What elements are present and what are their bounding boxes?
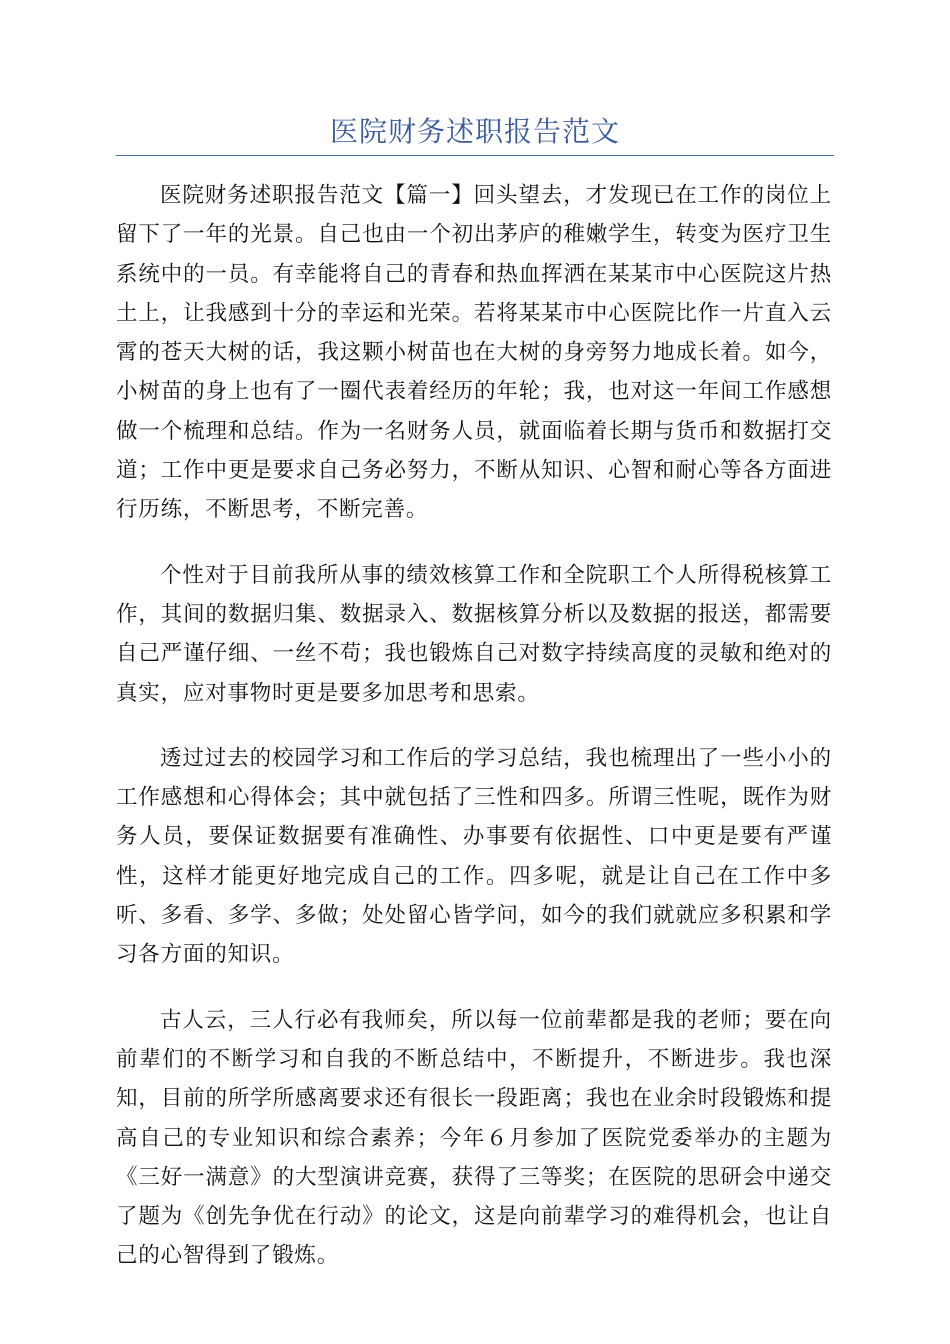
document-body (116, 176, 832, 1302)
title-underline (116, 155, 834, 156)
paragraph-1: 医院财务述职报告范文【篇一】回头望去，才发现已在工作的岗位上留下了一年的光景。自己也由一个初出茅庐的稚嫩学生，转变为医疗卫生系统中的一员。有幸能将自己的青春和热血挥洒在某某市中心医院这片热土上，让我感到十分的幸运和光荣。若将某某市中心医院比作一片直入云霄的苍天大树的话，我这颗小树苗也在大树的身旁努力地成长着。如今，小树苗的身上也有了一圈代表着经历的年轮；我，也对这一年间工作感想做一个梳理和总结。作为一名财务人员，就面临着长期与货币和数据打交道；工作中更是要求自己务必努力，不断从知识、心智和耐心等各方面进行历练，不断思考，不断完善。 (116, 183, 832, 523)
document-title: 医院财务述职报告范文 (329, 115, 620, 148)
paragraph-2: 个性对于目前我所从事的绩效核算工作和全院职工个人所得税核算工作，其间的数据归集、数据录入、数据核算分析以及数据的报送，都需要自己严谨仔细、一丝不苟；我也锻炼自己对数字持续高度的灵敏和绝对的真实，应对事物时更是要多加思考和思索。 (116, 562, 832, 706)
paragraph-4: 古人云，三人行必有我师矣，所以每一位前辈都是我的老师；要在向前辈们的不断学习和自我的不断总结中，不断提升，不断进步。我也深知，目前的所学所感离要求还有很长一段距离；我也在业余时段锻炼和提高自己的专业知识和综合素养；今年６月参加了医院党委举办的主题为《三好一满意》的大型演讲竞赛，获得了三等奖；在医院的思研会中递交了题为《创先争优在行动》的论文，这是向前辈学习的难得机会，也让自己的心智得到了锻炼。 (116, 1007, 832, 1269)
paragraph-3: 透过过去的校园学习和工作后的学习总结，我也梳理出了一些小小的工作感想和心得体会；其中就包括了三性和四多。所谓三性呢，既作为财务人员，要保证数据要有准确性、办事要有依据性、口中更是要有严谨性，这样才能更好地完成自己的工作。四多呢，就是让自己在工作中多听、多看、多学、多做；处处留心皆学问，如今的我们就就应多积累和学习各方面的知识。 (116, 745, 832, 968)
